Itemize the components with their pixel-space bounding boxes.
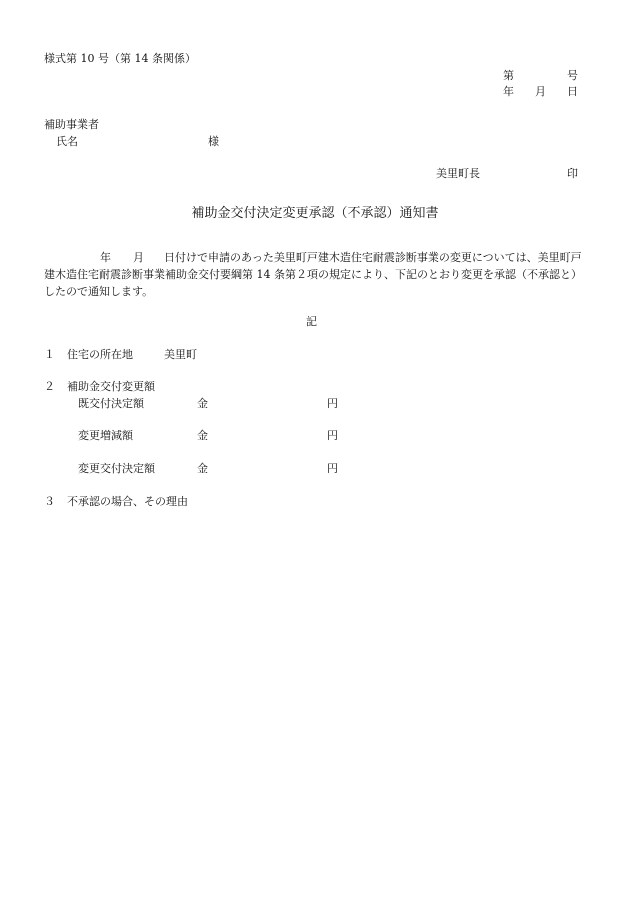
row-label: 変更増減額: [78, 429, 133, 442]
body-month: 月: [133, 251, 144, 264]
date-year: 年: [503, 85, 514, 98]
date-month: 月: [535, 85, 546, 98]
form-number: 様式第 10 号（第 14 条関係）: [44, 52, 196, 65]
body-year: 年: [100, 251, 111, 264]
issuer-title: 美里町長: [436, 167, 480, 180]
doc-number-suffix: 号: [567, 69, 578, 82]
item2-number: ２: [44, 380, 55, 393]
doc-number-prefix: 第: [503, 69, 514, 82]
item1-label: 住宅の所在地: [67, 348, 133, 361]
body-line3: したので通知します。: [44, 285, 154, 298]
body-line2: 建木造住宅耐震診断事業補助金交付要綱第 14 条第２項の規定により、下記のとおり変更を承認（不承認と）: [44, 268, 582, 281]
recipient-honorific: 様: [208, 135, 219, 148]
recipient-name-label: 氏名: [56, 135, 78, 148]
item1-number: １: [44, 348, 55, 361]
row-label: 既交付決定額: [78, 397, 144, 410]
ki-heading: 記: [306, 315, 317, 328]
item1-value: 美里町: [164, 348, 197, 361]
item3-label: 不承認の場合、その理由: [67, 495, 188, 508]
yen-mark: 円: [327, 462, 338, 475]
item2-label: 補助金交付変更額: [67, 380, 155, 393]
document-title: 補助金交付決定変更承認（不承認）通知書: [191, 206, 439, 221]
date-day: 日: [567, 85, 578, 98]
seal-mark: 印: [567, 167, 578, 180]
yen-mark: 円: [327, 397, 338, 410]
kin-mark: 金: [197, 397, 208, 410]
yen-mark: 円: [327, 429, 338, 442]
kin-mark: 金: [197, 429, 208, 442]
item3-number: ３: [44, 495, 55, 508]
body-paragraph: [44, 249, 584, 300]
body-line1: 日付けで申請のあった美里町戸建木造住宅耐震診断事業の変更については、美里町戸: [164, 251, 582, 264]
recipient-label: 補助事業者: [44, 118, 99, 131]
row-label: 変更交付決定額: [78, 462, 155, 475]
kin-mark: 金: [197, 462, 208, 475]
